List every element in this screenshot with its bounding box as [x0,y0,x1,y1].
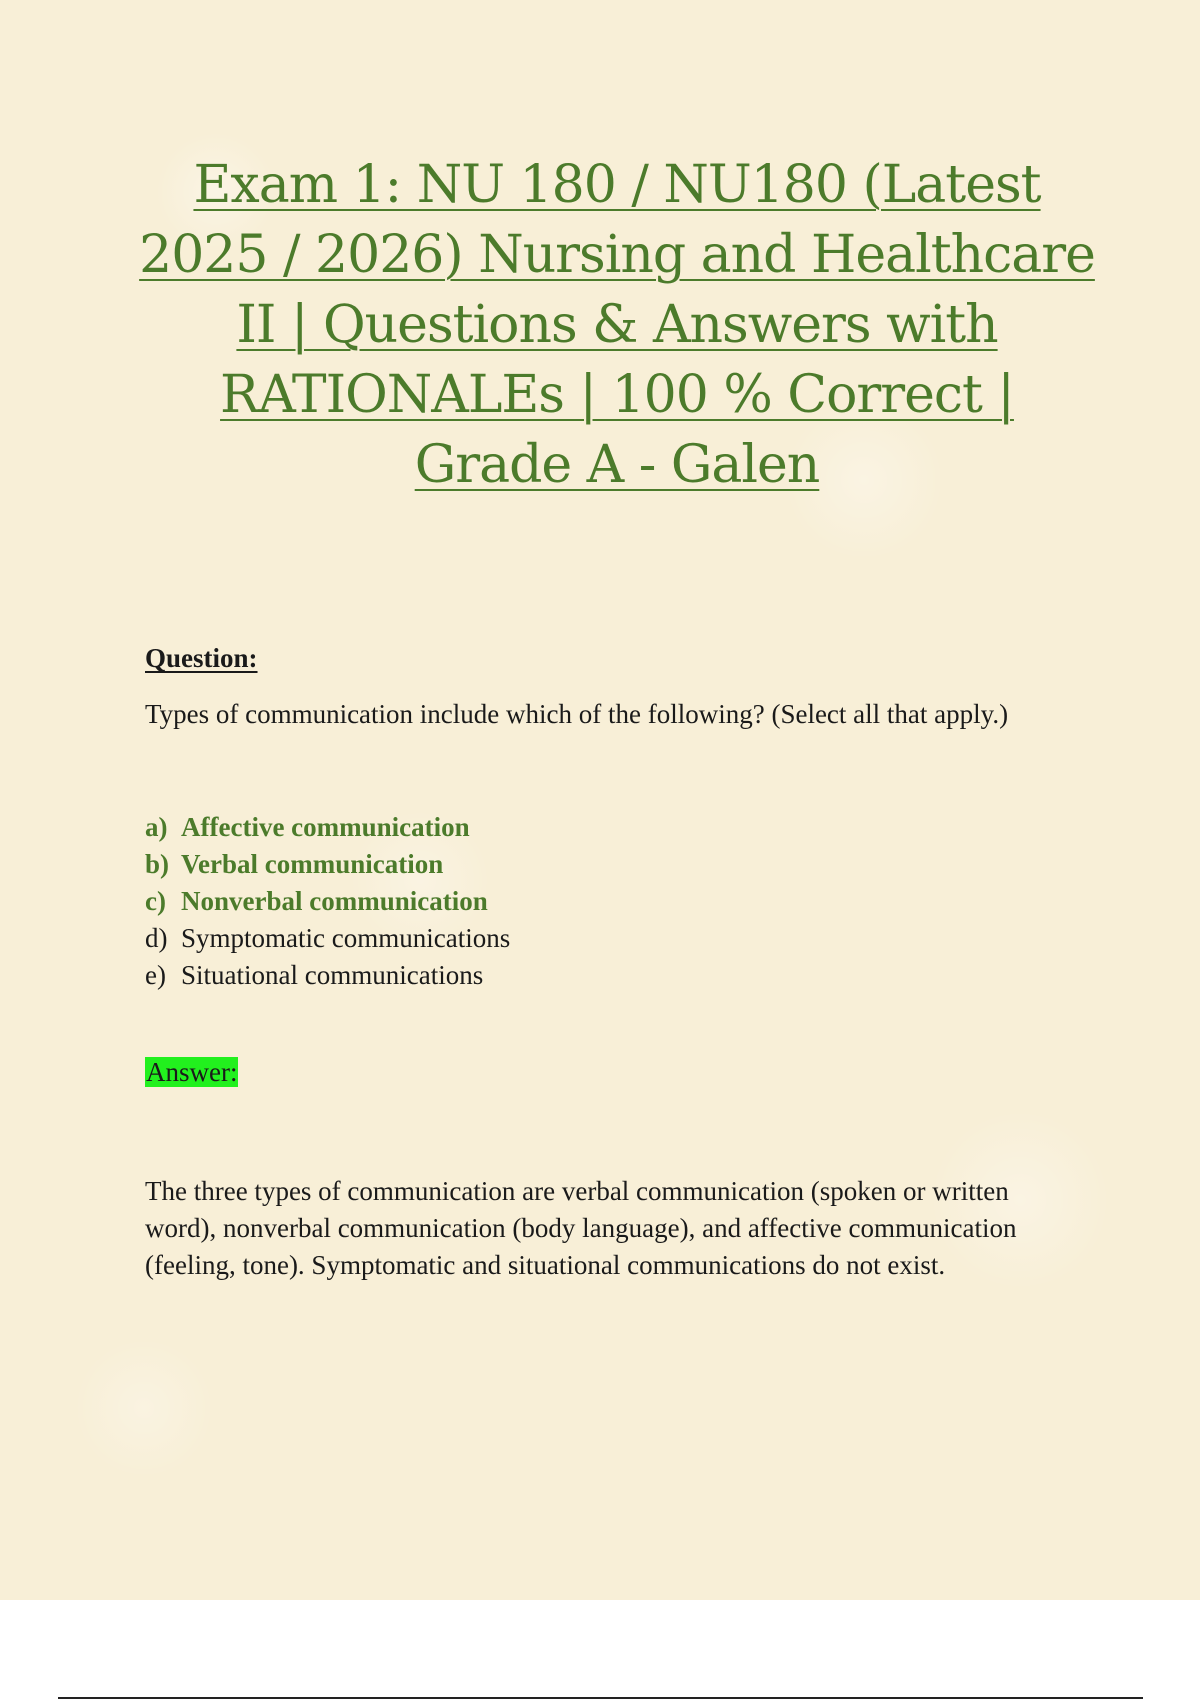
answer-options [145,809,1045,994]
option-text: Affective communication [181,812,470,842]
option-a [145,809,1045,846]
option-letter: e) [145,960,166,990]
answer-label: Answer: [146,1057,238,1087]
question-text: Types of communication include which of the following? (Select all that apply.) [145,699,1009,729]
title-line: 2025 / 2026) Nursing and Healthcare [139,225,1095,285]
option-d [145,920,1045,957]
option-c [145,883,1045,920]
option-text: Nonverbal communication [181,886,488,916]
title-line: Grade A - Galen [414,435,820,495]
question-block [145,640,1045,1284]
option-text: Symptomatic communications [181,923,511,953]
answer-heading [145,1054,1045,1091]
option-letter: c) [145,886,166,916]
rationale-text: The three types of communication are verbal communication (spoken or written word), nonverbal communication (body language), and affective communication (feeling, tone). Symptomatic and situational communications do not exist. [145,1176,1017,1280]
option-text: Situational communications [181,960,484,990]
option-letter: a) [145,812,168,842]
option-letter: d) [145,923,168,953]
document-title [120,150,1114,500]
title-line: Exam 1: NU 180 / NU180 (Latest [193,155,1041,215]
question-label: Question: [145,643,258,673]
title-line: II | Questions & Answers with [236,295,998,355]
option-text: Verbal communication [181,849,444,879]
title-line: RATIONALEs | 100 % Correct | [220,365,1014,425]
option-b [145,846,1045,883]
option-letter: b) [145,849,170,879]
footer-divider [58,1697,1143,1699]
option-e [145,957,1045,994]
